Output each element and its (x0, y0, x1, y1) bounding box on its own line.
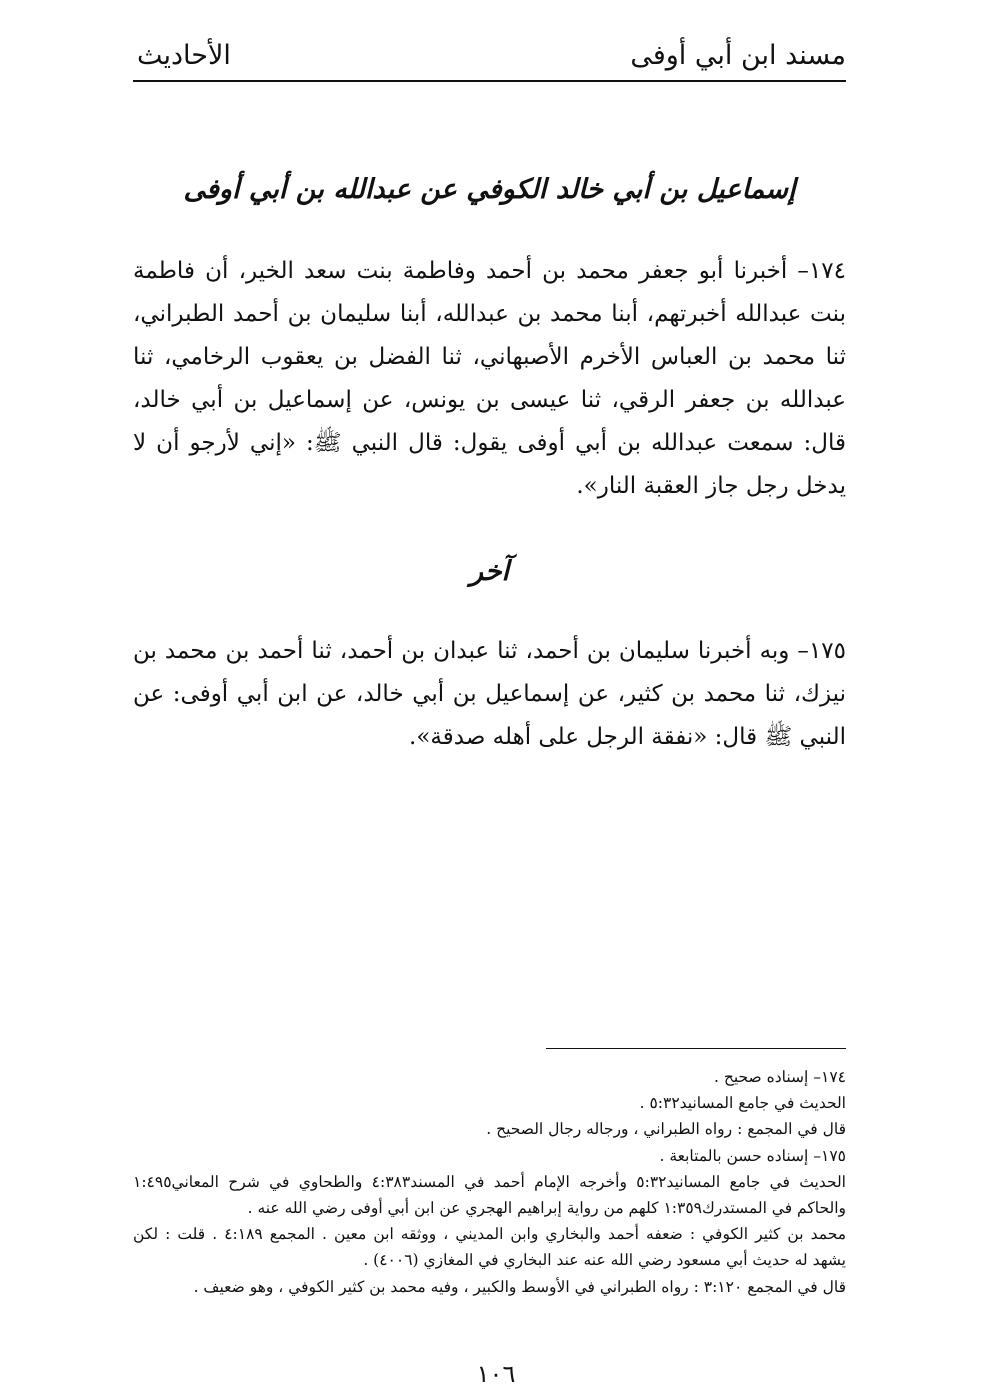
hadith-175 (133, 630, 846, 759)
footnote-line: ١٧٤– إسناده صحيح . (713, 1068, 846, 1086)
header-divider (133, 80, 846, 82)
hadith-number: ١٧٤ (808, 258, 846, 284)
footnote-line: قال في المجمع ٣:١٢٠ : رواه الطبراني في الأوسط والكبير ، وفيه محمد بن كثير الكوفي ، وهو ضعيف . (193, 1277, 846, 1296)
chapter-title: إسماعيل بن أبي خالد الكوفي عن عبدالله بن أبي أوفى (183, 174, 796, 205)
hadith-174 (133, 250, 846, 508)
hadith-text: – وبه أخبرنا سليمان بن أحمد، ثنا عبدان بن أحمد، ثنا أحمد بن محمد بن نيزك، ثنا محمد بن كثير، عن إسماعيل بن أبي خالد، عن ابن أبي أوفى: عن النبي ﷺ قال: «نفقة الرجل على أهله صدقة». (133, 638, 846, 750)
footnote-line: الحديث في جامع المسانيد٥:٣٢ وأخرجه الإمام أحمد في المسند٤:٣٨٣ والطحاوي في شرح المعاني١:٤٩٥ (133, 1172, 846, 1191)
running-header-section: الأحاديث (137, 40, 231, 71)
footnotes (133, 1064, 846, 1300)
subsection-title: آخر (469, 556, 510, 587)
footnote-line: يشهد له حديث أبي مسعود رضي الله عنه عند البخاري في المغازي (٤٠٠٦) . (363, 1251, 846, 1270)
footnote-divider (546, 1048, 846, 1049)
footnote-line: ١٧٥– إسناده حسن بالمتابعة . (659, 1146, 846, 1165)
footnote-line: والحاكم في المستدرك١:٣٥٩ كلهم من رواية إبراهيم الهجري عن ابن أبي أوفى رضي الله عنه . (247, 1199, 846, 1218)
footnote-line: قال في المجمع : رواه الطبراني ، ورجاله رجال الصحيح . (486, 1120, 846, 1139)
page-number: ١٠٦ (476, 1360, 516, 1388)
footnote-line: محمد بن كثير الكوفي : ضعفه أحمد والبخاري وابن المديني ، ووثقه ابن معين . المجمع ٤:١٨٩ . قلت : لكن (133, 1225, 847, 1244)
footnote-line: الحديث في جامع المسانيد٥:٣٢ . (639, 1094, 846, 1113)
hadith-text: – أخبرنا أبو جعفر محمد بن أحمد وفاطمة بنت سعد الخير، أن فاطمة بنت عبدالله أخبرتهم، أبنا محمد بن عبدالله، أبنا سليمان بن أحمد الطبراني، ثنا محمد بن العباس الأخرم الأصبهاني، ثنا الفضل بن يعقوب الرخامي، ثنا عبدالله بن جعفر الرقي، ثنا عيسى بن يونس، عن إسماعيل بن أبي خالد، قال: سمعت عبدالله بن أبي أوفى يقول: قال النبي ﷺ: «إني لأرجو أن لا يدخل رجل جاز العقبة النار». (133, 258, 846, 499)
running-header-book-title: مسند ابن أبي أوفى (630, 40, 846, 71)
hadith-number: ١٧٥ (808, 638, 846, 664)
